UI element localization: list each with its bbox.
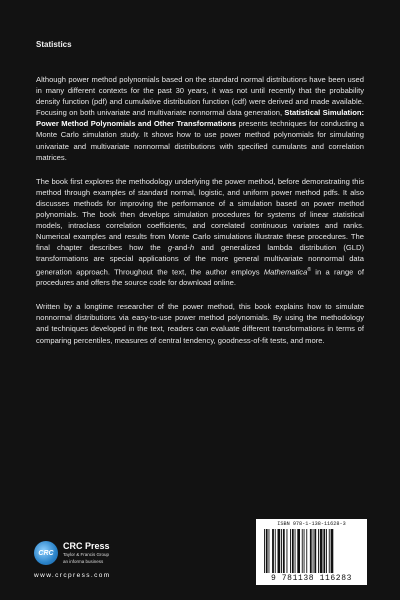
book-title: Statistical Simulation: Power Method Polynomials and Other Transformations — [36, 108, 365, 129]
p1-rest: presents techniques for conducting a Monte Carlo simulation study. It shows how to use power method polynomials for simulating univariate and multivariate nonnormal distributions with specified cumulants and correlation matrices. — [36, 119, 364, 162]
paragraph-1 — [36, 74, 364, 163]
barcode — [256, 519, 367, 585]
publisher-logo — [34, 541, 110, 565]
p2-part2: and generalized lambda distribution (GLD) transformations are special applications of the more general multivariate nonnormal data generation approach. Throughout the text, the author employs — [36, 243, 364, 277]
paragraph-3: Written by a longtime researcher of the power method, this book explains how to simulate nonnormal distributions via easy-to-use power method polynomials. By using the methodology and techniques developed in the text, readers can evaluate different transformations in terms of comparing percentiles, measures of central tendency, goodness-of-fit tests, and more. — [36, 302, 364, 345]
g-italic: g — [167, 243, 173, 253]
publisher-tagline: an informa business — [63, 559, 104, 564]
crc-logo-icon: CRC — [34, 541, 58, 565]
p2-part1: The book first explores the methodology underlying the power method, before demonstrating this method through examples of standard normal, logistic, and uniform power method pdfs. It also discusses methods for improving the performance of a simulation based on power method polynomials. The book then develops simulation procedures for systems of linear statistical models, intraclass correlation coefficients, and correlated continuous variates and ranks. Numerical examples and results from Monte Carlo simulations illustrate these procedures. The final chapter describes how the — [36, 176, 364, 253]
isbn-text: ISBN 978-1-138-11628-3 — [277, 521, 346, 527]
mathematica-italic: Mathematica — [263, 267, 308, 277]
publisher-group: Taylor & Francis Group — [63, 552, 110, 557]
publisher-website: www.crcpress.com — [34, 572, 111, 579]
barcode-digits: 9 781138 116283 — [270, 574, 352, 583]
publisher-text — [63, 541, 110, 565]
paragraph-2 — [36, 176, 364, 288]
p2-part3: in a range of procedures and offers the source code for download online. — [36, 267, 365, 288]
barcode-bars — [264, 529, 359, 573]
and-text: -and- — [172, 243, 190, 253]
publisher-name: CRC Press — [63, 541, 110, 551]
category-label: Statistics — [36, 40, 72, 49]
back-cover-description — [36, 74, 364, 359]
p1-intro: Although power method polynomials based on the standard normal distributions have been used in many different contexts for the past 30 years, it was not until recently that the probability density function (pdf) and cumulative distribution function (cdf) were derived and made available. Focusing on both univariate and multivariate nonnormal data generation, — [36, 75, 364, 118]
h-italic: h — [189, 243, 195, 253]
registered-mark: ® — [307, 266, 312, 273]
